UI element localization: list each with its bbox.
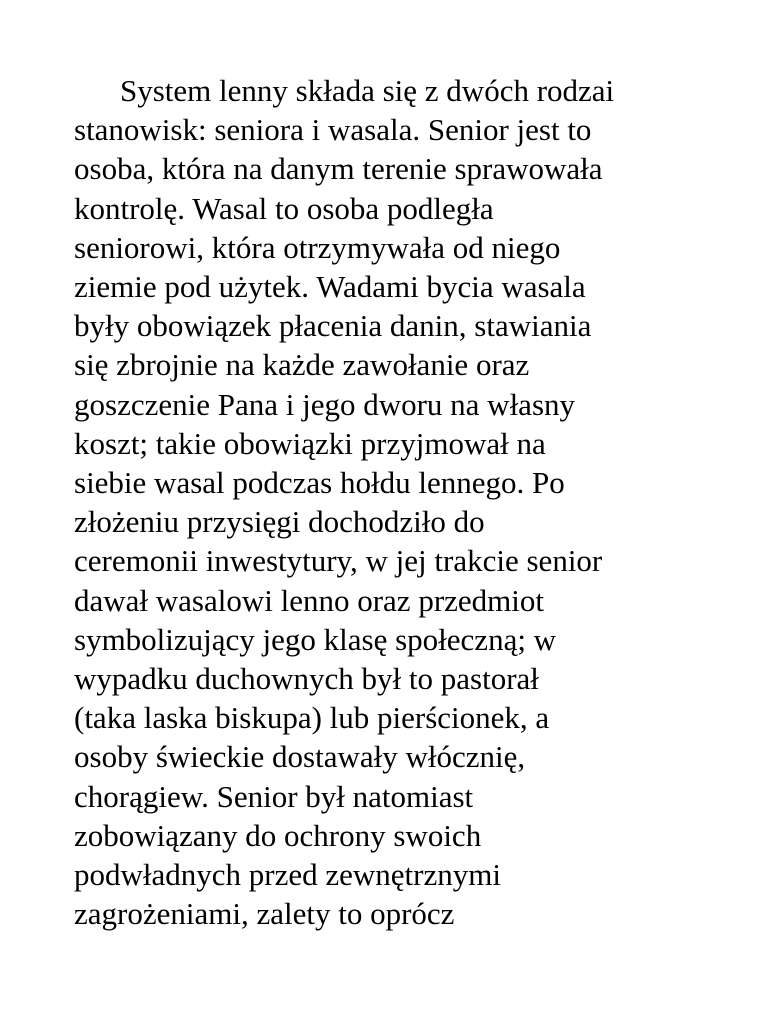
- paragraph: [74, 71, 714, 933]
- text-line-11: siebie wasal podczas hołdu lennego. Po: [74, 465, 565, 501]
- text-line-8: się zbrojnie na każde zawołanie oraz: [74, 347, 530, 383]
- text-line-6: ziemie pod użytek. Wadami bycia wasala: [74, 269, 586, 305]
- text-line-12: złożeniu przysięgi dochodziło do: [74, 504, 485, 540]
- text-line-2: stanowisk: seniora i wasala. Senior jest to: [74, 112, 592, 148]
- text-line-1: System lenny składa się z dwóch rodzai: [120, 73, 615, 108]
- text-line-5: seniorowi, która otrzymywała od niego: [74, 229, 561, 265]
- text-line-7: były obowiązek płacenia danin, stawiania: [74, 308, 592, 344]
- text-line-9: goszczenie Pana i jego dworu na własny: [74, 386, 576, 422]
- text-line-16: wypadku duchownych był to pastorał: [74, 661, 539, 697]
- text-line-18: osoby świeckie dostawały włócznię,: [74, 739, 526, 775]
- text-line-10: koszt; takie obowiązki przyjmował na: [74, 425, 546, 461]
- text-line-13: ceremonii inwestytury, w jej trakcie senior: [74, 543, 603, 579]
- text-line-3: osoba, która na danym terenie sprawowała: [74, 151, 603, 187]
- text-line-14: dawał wasalowi lenno oraz przedmiot: [74, 582, 544, 618]
- text-line-20: zobowiązany do ochrony swoich: [74, 817, 482, 853]
- text-line-22: zagrożeniami, zalety to oprócz: [74, 896, 455, 932]
- text-line-15: symbolizujący jego klasę społeczną; w: [74, 621, 557, 657]
- text-line-19: chorągiew. Senior był natomiast: [74, 778, 474, 814]
- text-line-4: kontrolę. Wasal to osoba podległa: [74, 190, 494, 226]
- text-line-17: (taka laska biskupa) lub pierścionek, a: [74, 700, 550, 736]
- text-line-21: podwładnych przed zewnętrznymi: [74, 857, 501, 893]
